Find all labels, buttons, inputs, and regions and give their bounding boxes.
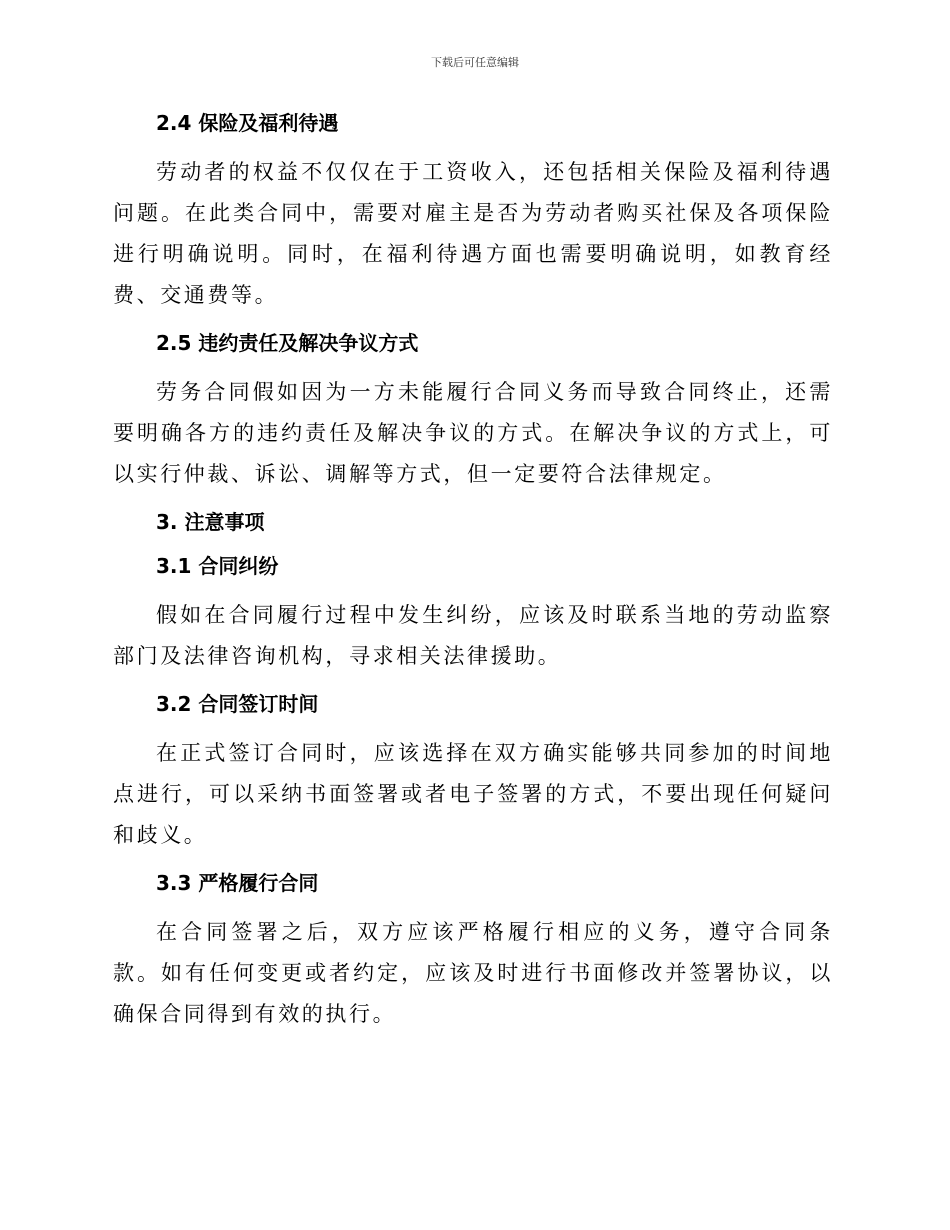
section-heading: 3.2 合同签订时间 <box>156 692 319 716</box>
section-paragraph: 在正式签订合同时，应该选择在双方确实能够共同参加的时间地点进行，可以采纳书面签署或者电子签署的方式，不要出现任何疑问和歧义。 <box>113 741 833 847</box>
section-3 <box>113 507 833 551</box>
section-2-4 <box>113 108 833 328</box>
document-body <box>113 108 833 1035</box>
section-heading: 3.1 合同纠纷 <box>156 554 279 578</box>
section-2-5 <box>113 328 833 507</box>
section-paragraph: 劳动者的权益不仅仅在于工资收入，还包括相关保险及福利待遇问题。在此类合同中，需要对雇主是否为劳动者购买社保及各项保险进行明确说明。同时，在福利待遇方面也需要明确说明，如教育经费、交通费等。 <box>113 160 833 307</box>
section-heading: 3. 注意事项 <box>156 510 265 534</box>
section-3-1 <box>113 551 833 689</box>
section-paragraph: 劳务合同假如因为一方未能履行合同义务而导致合同终止，还需要明确各方的违约责任及解决争议的方式。在解决争议的方式上，可以实行仲裁、诉讼、调解等方式，但一定要符合法律规定。 <box>113 380 833 486</box>
section-3-3 <box>113 868 833 1035</box>
header-note: 下载后可任意编辑 <box>431 56 519 69</box>
section-heading: 2.4 保险及福利待遇 <box>156 111 339 135</box>
section-heading: 2.5 违约责任及解决争议方式 <box>156 331 419 355</box>
section-heading: 3.3 严格履行合同 <box>156 871 319 895</box>
section-paragraph: 假如在合同履行过程中发生纠纷，应该及时联系当地的劳动监察部门及法律咨询机构，寻求相关法律援助。 <box>113 603 833 668</box>
section-3-2 <box>113 689 833 868</box>
section-paragraph: 在合同签署之后，双方应该严格履行相应的义务，遵守合同条款。如有任何变更或者约定，应该及时进行书面修改并签署协议，以确保合同得到有效的执行。 <box>113 920 833 1026</box>
